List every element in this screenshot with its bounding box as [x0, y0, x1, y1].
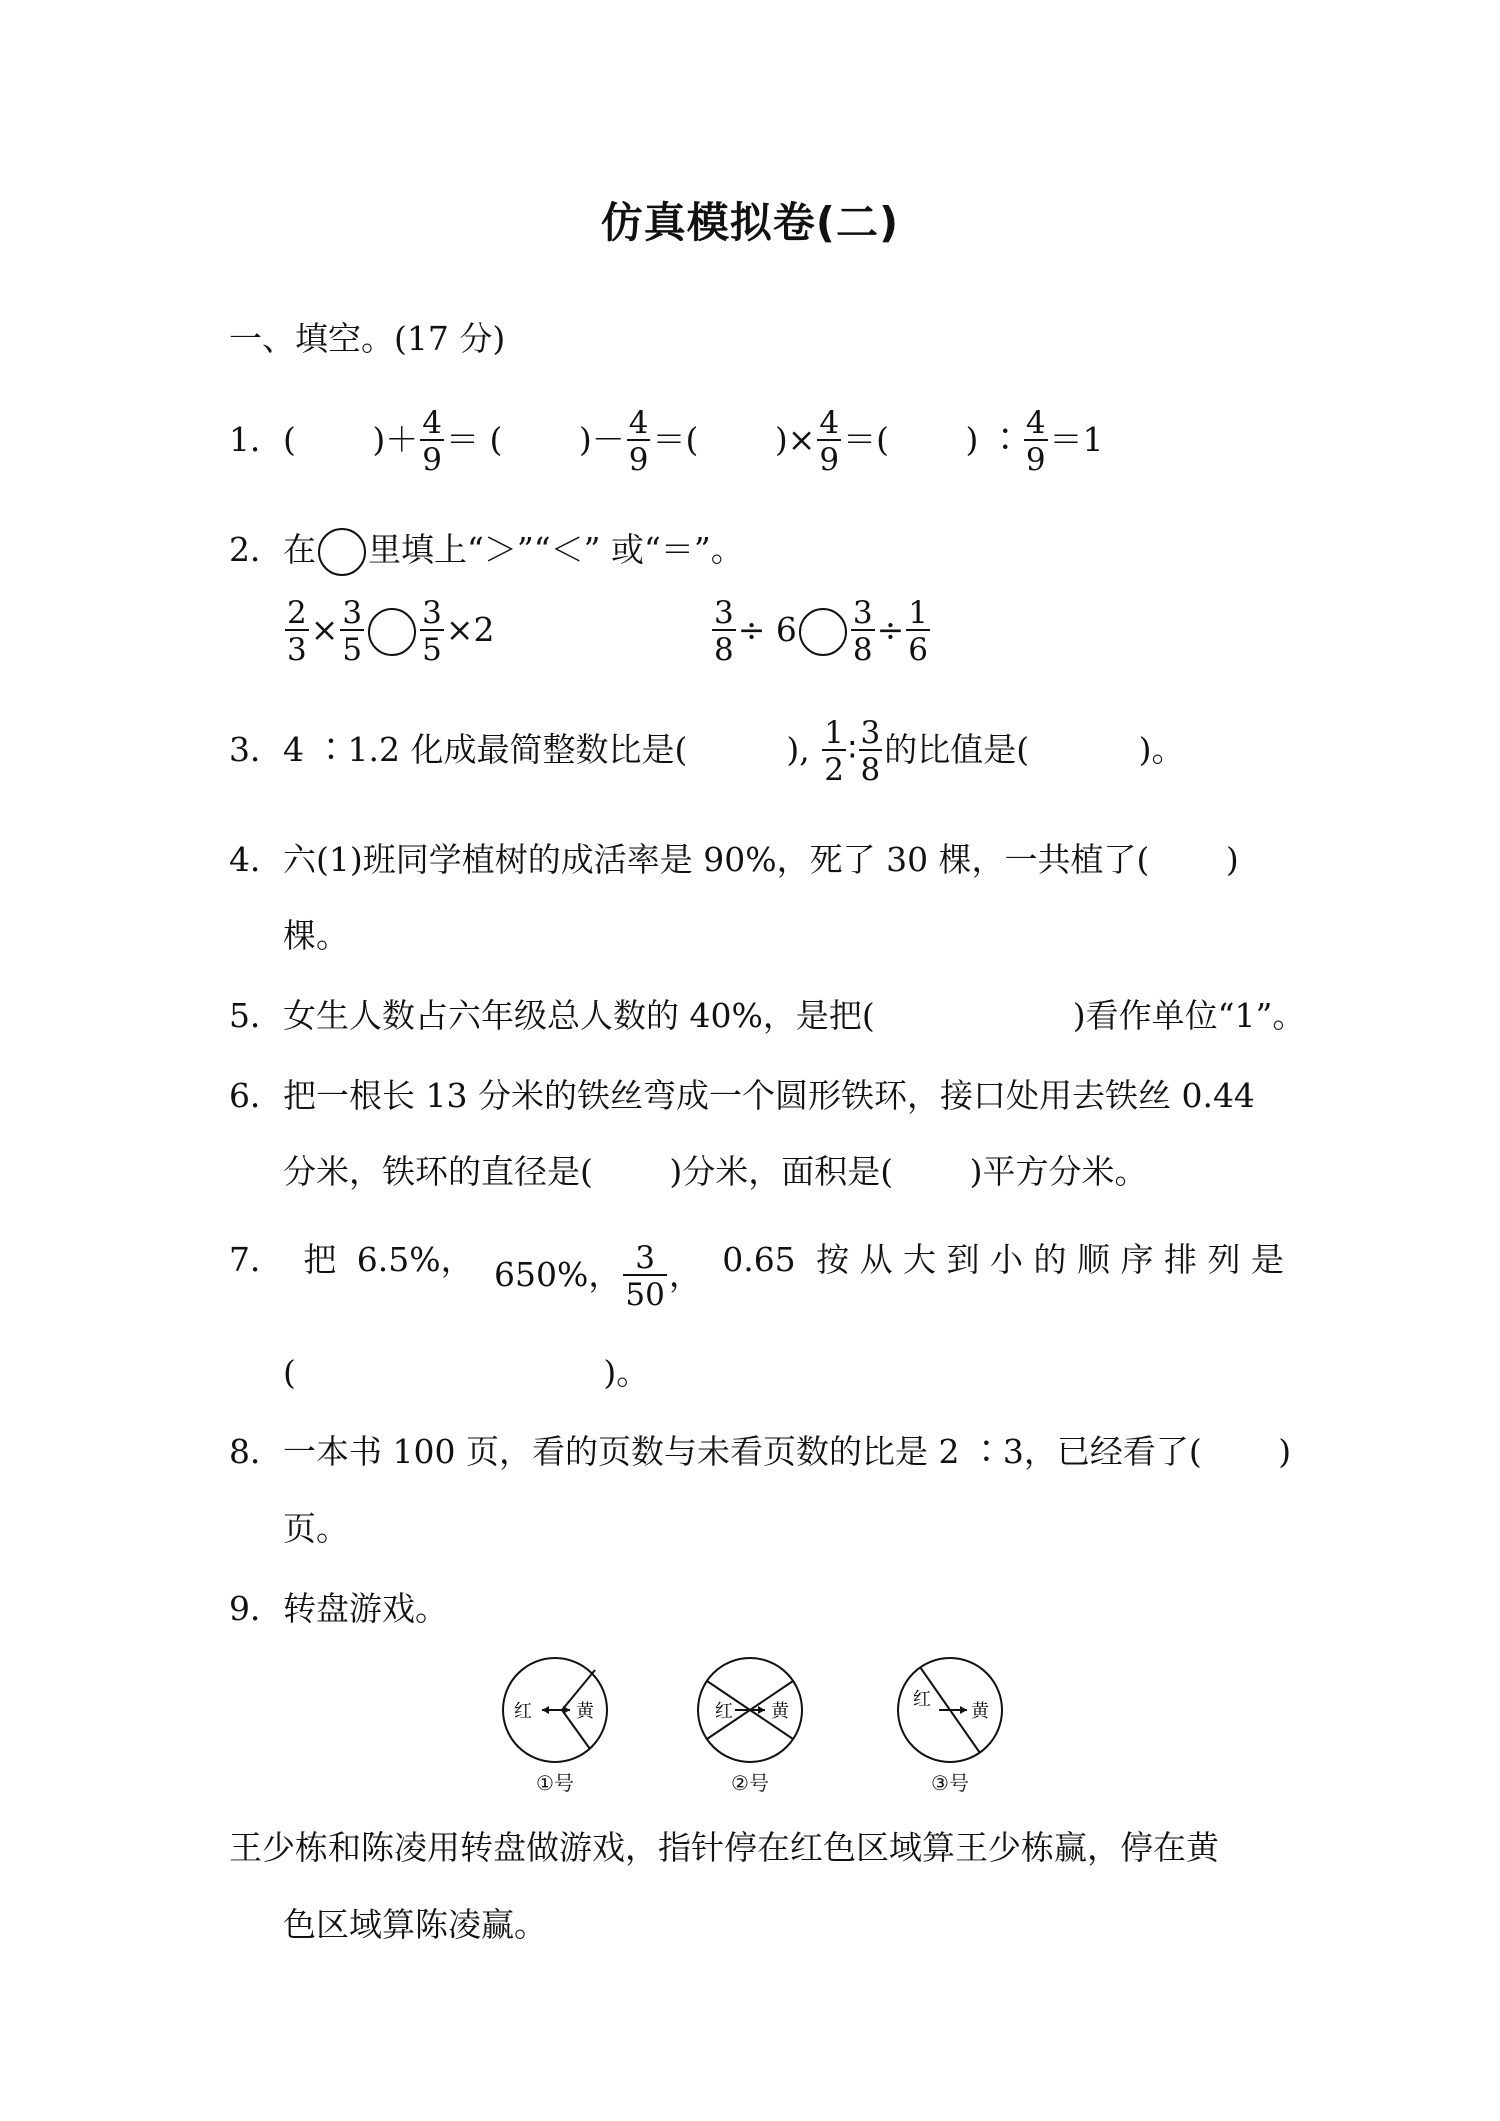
question-1: 1．( )＋ $\frac{4}{9}$ ＝ ( )－ $\frac{4}{9}$ ＝( )× $\frac{4}{9}$ ＝( ) ∶ $\frac{4}{9}$ ＝1 — [229, 405, 1104, 478]
svg-text:红: 红 — [514, 1701, 532, 1722]
svg-text:红: 红 — [715, 1701, 733, 1722]
fraction: $\frac{4}{9}$ — [628, 405, 649, 478]
question-9-description: 王少栋和陈凌用转盘做游戏，指针停在红色区域算王少栋赢，停在黄 — [229, 1828, 1219, 1867]
comparison-circle — [318, 528, 366, 576]
section-heading: 一、填空。(17 分) — [229, 319, 506, 358]
spinner-2-label: ②号 — [731, 1771, 769, 1795]
svg-text:黄: 黄 — [576, 1701, 594, 1722]
spinner-1 — [500, 1655, 610, 1796]
question-7-cont: ( )。 — [283, 1353, 650, 1392]
spinner-1-wheel — [500, 1655, 610, 1765]
question-8: 8．一本书 100 页，看的页数与未看页数的比是 2 ∶3，已经看了( ) — [229, 1432, 1292, 1471]
question-4-cont: 棵。 — [283, 916, 349, 955]
question-7: 7． 把 6.5%， 650%， $\frac{3}{50}$ ， 0.65 按 从 大 到 小 的 顺 序 排 列 是 — [229, 1240, 1284, 1313]
spinner-3 — [895, 1655, 1005, 1796]
question-8-cont: 页。 — [283, 1509, 349, 1548]
svg-text:黄: 黄 — [971, 1701, 989, 1722]
spinner-2 — [695, 1655, 805, 1796]
question-9: 9．转盘游戏。 — [229, 1589, 448, 1628]
svg-text:红: 红 — [913, 1689, 931, 1710]
comparison-left: $\frac{2}{3}$ × $\frac{3}{5}$ $\frac{3}{5}$ ×2 — [287, 595, 495, 668]
spinner-figure — [500, 1655, 1040, 1805]
page-title: 仿真模拟卷(二) — [600, 198, 900, 247]
svg-text:黄: 黄 — [771, 1701, 789, 1722]
spinner-1-label: ①号 — [536, 1771, 574, 1795]
spinner-3-wheel — [895, 1655, 1005, 1765]
question-6: 6．把一根长 13 分米的铁丝弯成一个圆形铁环，接口处用去铁丝 0.44 — [229, 1076, 1255, 1115]
spinner-3-label: ③号 — [931, 1771, 969, 1795]
question-4: 4．六(1)班同学植树的成活率是 90%，死了 30 棵，一共植了( ) — [229, 840, 1239, 879]
fraction: $\frac{4}{9}$ — [1025, 405, 1046, 478]
spinner-2-wheel — [695, 1655, 805, 1765]
question-6-cont: 分米，铁环的直径是( )分米，面积是( )平方分米。 — [283, 1152, 1148, 1191]
comparison-right: $\frac{3}{8}$ ÷ 6 $\frac{3}{8}$ ÷ $\frac{1}{6}$ — [714, 595, 928, 668]
question-2: 2．在 里填上“＞”“＜” 或“＝”。 — [229, 528, 744, 576]
question-5: 5．女生人数占六年级总人数的 40%，是把( )看作单位“1”。 — [229, 996, 1306, 1035]
question-9-description-cont: 色区域算陈凌赢。 — [283, 1905, 547, 1944]
answer-circle[interactable] — [799, 608, 847, 656]
answer-circle[interactable] — [368, 608, 416, 656]
question-3: 3．4 ∶1.2 化成最简整数比是( ), $\frac{1}{2}$ ∶ $\frac{3}{8}$ 的比值是( )。 — [229, 715, 1185, 788]
fraction: $\frac{4}{9}$ — [422, 405, 442, 478]
fraction: $\frac{4}{9}$ — [819, 405, 840, 478]
